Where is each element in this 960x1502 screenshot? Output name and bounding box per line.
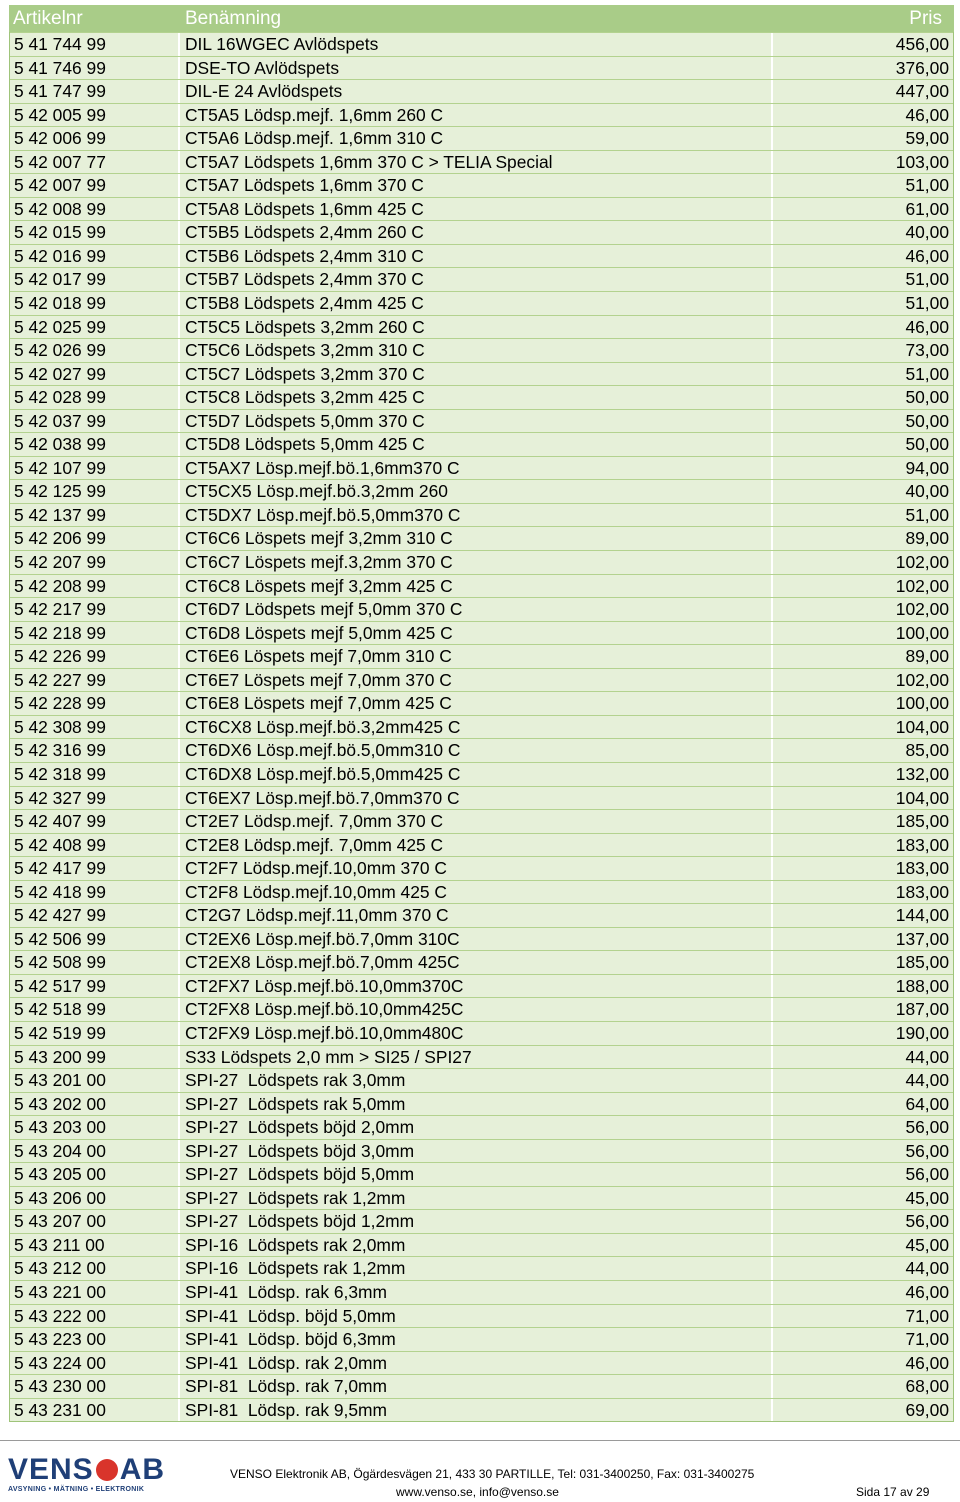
cell-benamning: CT6D7 Lödspets mejf 5,0mm 370 C xyxy=(180,598,773,621)
cell-artikelnr: 5 42 327 99 xyxy=(10,787,180,810)
cell-pris: 137,00 xyxy=(895,928,949,949)
cell-pris: 59,00 xyxy=(905,128,949,149)
page-number: Sida 17 av 29 xyxy=(856,1485,930,1499)
cell-pris: 45,00 xyxy=(905,1234,949,1255)
table-row xyxy=(10,856,953,880)
cell-benamning: CT6E8 Löspets mejf 7,0mm 425 C xyxy=(180,692,773,715)
cell-benamning: CT5A7 Lödspets 1,6mm 370 C xyxy=(180,174,773,197)
cell-pris: 132,00 xyxy=(895,763,949,784)
cell-artikelnr: 5 43 221 00 xyxy=(10,1281,180,1304)
company-address: VENSO Elektronik AB, Ögärdesvägen 21, 433 30 PARTILLE, Tel: 031-3400250, Fax: 031-3400275 xyxy=(230,1467,755,1481)
cell-pris: 51,00 xyxy=(905,504,949,525)
cell-benamning: SPI-16 Lödspets rak 1,2mm xyxy=(180,1257,773,1280)
cell-pris: 44,00 xyxy=(905,1070,949,1091)
cell-benamning: CT6D8 Löspets mejf 5,0mm 425 C xyxy=(180,622,773,645)
cell-artikelnr: 5 42 015 99 xyxy=(10,221,180,244)
cell-artikelnr: 5 43 205 00 xyxy=(10,1163,180,1186)
cell-benamning: SPI-27 Lödspets rak 5,0mm xyxy=(180,1093,773,1116)
table-body xyxy=(9,32,954,1422)
cell-pris: 85,00 xyxy=(905,740,949,761)
table-row xyxy=(10,456,953,480)
cell-pris: 50,00 xyxy=(905,387,949,408)
cell-artikelnr: 5 42 026 99 xyxy=(10,339,180,362)
cell-benamning: SPI-27 Lödspets böjd 1,2mm xyxy=(180,1210,773,1233)
cell-pris: 51,00 xyxy=(905,293,949,314)
cell-artikelnr: 5 42 037 99 xyxy=(10,410,180,433)
logo-text-ab: AB xyxy=(119,1453,166,1486)
cell-artikelnr: 5 42 206 99 xyxy=(10,527,180,550)
table-row xyxy=(10,1256,953,1280)
cell-benamning: SPI-27 Lödspets rak 1,2mm xyxy=(180,1187,773,1210)
cell-pris: 102,00 xyxy=(895,575,949,596)
cell-pris: 51,00 xyxy=(905,175,949,196)
header-pris: Pris xyxy=(909,8,942,29)
cell-benamning: CT2EX8 Lösp.mejf.bö.7,0mm 425C xyxy=(180,951,773,974)
cell-benamning: SPI-81 Lödsp. rak 7,0mm xyxy=(180,1375,773,1398)
cell-artikelnr: 5 42 016 99 xyxy=(10,245,180,268)
cell-benamning: SPI-41 Lödsp. böjd 6,3mm xyxy=(180,1328,773,1351)
cell-artikelnr: 5 41 747 99 xyxy=(10,80,180,103)
cell-benamning: CT5B6 Lödspets 2,4mm 310 C xyxy=(180,245,773,268)
cell-artikelnr: 5 42 008 99 xyxy=(10,198,180,221)
cell-artikelnr: 5 43 222 00 xyxy=(10,1305,180,1328)
cell-pris: 51,00 xyxy=(905,363,949,384)
cell-benamning: CT5B7 Lödspets 2,4mm 370 C xyxy=(180,268,773,291)
cell-artikelnr: 5 42 228 99 xyxy=(10,692,180,715)
cell-artikelnr: 5 43 202 00 xyxy=(10,1093,180,1116)
table-row xyxy=(10,903,953,927)
table-row xyxy=(10,1021,953,1045)
logo-o-dot xyxy=(96,1459,118,1481)
cell-benamning: CT6EX7 Lösp.mejf.bö.7,0mm370 C xyxy=(180,787,773,810)
cell-artikelnr: 5 42 018 99 xyxy=(10,292,180,315)
cell-pris: 64,00 xyxy=(905,1093,949,1114)
cell-pris: 50,00 xyxy=(905,410,949,431)
table-row xyxy=(10,1115,953,1139)
table-row xyxy=(10,244,953,268)
logo-text: VENS xyxy=(8,1453,94,1486)
cell-benamning: CT5C5 Lödspets 3,2mm 260 C xyxy=(180,316,773,339)
cell-pris: 56,00 xyxy=(905,1140,949,1161)
cell-benamning: CT6C6 Löspets mejf 3,2mm 310 C xyxy=(180,527,773,550)
cell-benamning: DSE-TO Avlödspets xyxy=(180,57,773,80)
cell-artikelnr: 5 43 201 00 xyxy=(10,1069,180,1092)
cell-pris: 46,00 xyxy=(905,316,949,337)
cell-artikelnr: 5 42 227 99 xyxy=(10,669,180,692)
cell-benamning: DIL 16WGEC Avlödspets xyxy=(180,33,773,56)
table-row xyxy=(10,432,953,456)
cell-benamning: CT6DX6 Lösp.mejf.bö.5,0mm310 C xyxy=(180,739,773,762)
cell-artikelnr: 5 43 223 00 xyxy=(10,1328,180,1351)
cell-pris: 61,00 xyxy=(905,198,949,219)
cell-benamning: CT6C8 Löspets mejf 3,2mm 425 C xyxy=(180,575,773,598)
table-row xyxy=(10,738,953,762)
cell-artikelnr: 5 43 212 00 xyxy=(10,1257,180,1280)
cell-artikelnr: 5 43 211 00 xyxy=(10,1234,180,1257)
table-row xyxy=(10,1092,953,1116)
cell-artikelnr: 5 42 007 99 xyxy=(10,174,180,197)
table-row xyxy=(10,997,953,1021)
cell-benamning: CT2G7 Lödsp.mejf.11,0mm 370 C xyxy=(180,904,773,927)
cell-pris: 104,00 xyxy=(895,716,949,737)
cell-benamning: CT2FX8 Lösp.mejf.bö.10,0mm425C xyxy=(180,998,773,1021)
cell-pris: 103,00 xyxy=(895,151,949,172)
table-row xyxy=(10,103,953,127)
cell-benamning: CT5D8 Lödspets 5,0mm 425 C xyxy=(180,433,773,456)
cell-pris: 94,00 xyxy=(905,457,949,478)
cell-artikelnr: 5 42 017 99 xyxy=(10,268,180,291)
table-row xyxy=(10,1280,953,1304)
table-row xyxy=(10,79,953,103)
cell-benamning: CT2FX7 Lösp.mejf.bö.10,0mm370C xyxy=(180,975,773,998)
table-row xyxy=(10,1209,953,1233)
table-row xyxy=(10,56,953,80)
cell-benamning: SPI-81 Lödsp. rak 9,5mm xyxy=(180,1399,773,1422)
cell-pris: 50,00 xyxy=(905,434,949,455)
table-row xyxy=(10,1327,953,1351)
table-row xyxy=(10,597,953,621)
table-row xyxy=(10,32,953,56)
cell-benamning: CT6E7 Löspets mejf 7,0mm 370 C xyxy=(180,669,773,692)
cell-pris: 56,00 xyxy=(905,1117,949,1138)
cell-pris: 456,00 xyxy=(895,34,949,54)
table-row xyxy=(10,150,953,174)
cell-benamning: SPI-41 Lödsp. böjd 5,0mm xyxy=(180,1305,773,1328)
cell-benamning: CT2FX9 Lösp.mejf.bö.10,0mm480C xyxy=(180,1022,773,1045)
table-row xyxy=(10,833,953,857)
cell-pris: 46,00 xyxy=(905,1352,949,1373)
cell-benamning: CT5C8 Lödspets 3,2mm 425 C xyxy=(180,386,773,409)
cell-artikelnr: 5 42 217 99 xyxy=(10,598,180,621)
table-row xyxy=(10,1162,953,1186)
cell-benamning: CT6DX8 Lösp.mejf.bö.5,0mm425 C xyxy=(180,763,773,786)
cell-pris: 102,00 xyxy=(895,669,949,690)
cell-artikelnr: 5 42 508 99 xyxy=(10,951,180,974)
cell-artikelnr: 5 42 028 99 xyxy=(10,386,180,409)
cell-benamning: CT6E6 Löspets mejf 7,0mm 310 C xyxy=(180,645,773,668)
cell-pris: 190,00 xyxy=(895,1022,949,1043)
cell-artikelnr: 5 42 125 99 xyxy=(10,480,180,503)
cell-artikelnr: 5 43 203 00 xyxy=(10,1116,180,1139)
cell-pris: 188,00 xyxy=(895,975,949,996)
venso-logo xyxy=(8,1455,178,1501)
cell-artikelnr: 5 42 218 99 xyxy=(10,622,180,645)
table-row xyxy=(10,1139,953,1163)
cell-artikelnr: 5 42 137 99 xyxy=(10,504,180,527)
cell-pris: 71,00 xyxy=(905,1329,949,1350)
cell-benamning: SPI-41 Lödsp. rak 6,3mm xyxy=(180,1281,773,1304)
table-row xyxy=(10,644,953,668)
cell-benamning: CT5A6 Lödsp.mejf. 1,6mm 310 C xyxy=(180,127,773,150)
table-row xyxy=(10,338,953,362)
cell-pris: 56,00 xyxy=(905,1164,949,1185)
cell-pris: 51,00 xyxy=(905,269,949,290)
table-row xyxy=(10,503,953,527)
table-row xyxy=(10,691,953,715)
table-row xyxy=(10,574,953,598)
cell-artikelnr: 5 42 506 99 xyxy=(10,928,180,951)
cell-benamning: CT5C7 Lödspets 3,2mm 370 C xyxy=(180,363,773,386)
cell-artikelnr: 5 42 316 99 xyxy=(10,739,180,762)
cell-pris: 185,00 xyxy=(895,952,949,973)
cell-artikelnr: 5 42 519 99 xyxy=(10,1022,180,1045)
cell-benamning: CT6CX8 Lösp.mejf.bö.3,2mm425 C xyxy=(180,716,773,739)
cell-benamning: SPI-27 Lödspets böjd 3,0mm xyxy=(180,1140,773,1163)
table-row xyxy=(10,479,953,503)
table-header xyxy=(9,5,954,32)
cell-benamning: DIL-E 24 Avlödspets xyxy=(180,80,773,103)
cell-benamning: CT2EX6 Lösp.mejf.bö.7,0mm 310C xyxy=(180,928,773,951)
cell-artikelnr: 5 42 007 77 xyxy=(10,151,180,174)
table-row xyxy=(10,786,953,810)
table-row xyxy=(10,550,953,574)
page-footer xyxy=(0,1440,960,1502)
cell-pris: 187,00 xyxy=(895,999,949,1020)
cell-pris: 183,00 xyxy=(895,858,949,879)
price-table xyxy=(9,5,954,1422)
table-row xyxy=(10,974,953,998)
cell-artikelnr: 5 42 427 99 xyxy=(10,904,180,927)
table-row xyxy=(10,809,953,833)
cell-benamning: SPI-41 Lödsp. rak 2,0mm xyxy=(180,1352,773,1375)
cell-benamning: CT5DX7 Lösp.mejf.bö.5,0mm370 C xyxy=(180,504,773,527)
cell-artikelnr: 5 42 517 99 xyxy=(10,975,180,998)
cell-pris: 40,00 xyxy=(905,222,949,243)
cell-benamning: CT5CX5 Lösp.mejf.bö.3,2mm 260 xyxy=(180,480,773,503)
cell-pris: 46,00 xyxy=(905,104,949,125)
cell-artikelnr: 5 42 006 99 xyxy=(10,127,180,150)
table-row xyxy=(10,621,953,645)
table-row xyxy=(10,526,953,550)
cell-pris: 100,00 xyxy=(895,622,949,643)
table-row xyxy=(10,197,953,221)
cell-artikelnr: 5 42 208 99 xyxy=(10,575,180,598)
logo-tagline: AVSYNING • MÄTNING • ELEKTRONIK xyxy=(8,1486,145,1493)
cell-artikelnr: 5 42 226 99 xyxy=(10,645,180,668)
cell-pris: 45,00 xyxy=(905,1187,949,1208)
cell-pris: 104,00 xyxy=(895,787,949,808)
cell-benamning: SPI-27 Lödspets böjd 5,0mm xyxy=(180,1163,773,1186)
cell-benamning: S33 Lödspets 2,0 mm > SI25 / SPI27 xyxy=(180,1046,773,1069)
table-row xyxy=(10,1045,953,1069)
cell-artikelnr: 5 42 407 99 xyxy=(10,810,180,833)
cell-pris: 89,00 xyxy=(905,646,949,667)
table-row xyxy=(10,385,953,409)
cell-artikelnr: 5 43 200 99 xyxy=(10,1046,180,1069)
cell-artikelnr: 5 43 204 00 xyxy=(10,1140,180,1163)
table-row xyxy=(10,126,953,150)
cell-artikelnr: 5 42 107 99 xyxy=(10,457,180,480)
cell-benamning: SPI-27 Lödspets böjd 2,0mm xyxy=(180,1116,773,1139)
table-row xyxy=(10,173,953,197)
table-row xyxy=(10,668,953,692)
cell-pris: 102,00 xyxy=(895,599,949,620)
cell-benamning: CT5AX7 Lösp.mejf.bö.1,6mm370 C xyxy=(180,457,773,480)
table-row xyxy=(10,220,953,244)
table-row xyxy=(10,1186,953,1210)
cell-benamning: SPI-16 Lödspets rak 2,0mm xyxy=(180,1234,773,1257)
cell-benamning: CT5A8 Lödspets 1,6mm 425 C xyxy=(180,198,773,221)
cell-benamning: CT2E7 Lödsp.mejf. 7,0mm 370 C xyxy=(180,810,773,833)
cell-artikelnr: 5 42 518 99 xyxy=(10,998,180,1021)
cell-pris: 376,00 xyxy=(895,57,949,78)
cell-pris: 447,00 xyxy=(895,81,949,102)
cell-benamning: CT2F7 Lödsp.mejf.10,0mm 370 C xyxy=(180,857,773,880)
cell-pris: 44,00 xyxy=(905,1046,949,1067)
cell-benamning: CT5D7 Lödspets 5,0mm 370 C xyxy=(180,410,773,433)
cell-pris: 183,00 xyxy=(895,834,949,855)
cell-benamning: CT5B8 Lödspets 2,4mm 425 C xyxy=(180,292,773,315)
cell-pris: 100,00 xyxy=(895,693,949,714)
cell-benamning: CT5A5 Lödsp.mejf. 1,6mm 260 C xyxy=(180,104,773,127)
cell-artikelnr: 5 42 005 99 xyxy=(10,104,180,127)
cell-pris: 73,00 xyxy=(905,340,949,361)
cell-benamning: SPI-27 Lödspets rak 3,0mm xyxy=(180,1069,773,1092)
table-row xyxy=(10,880,953,904)
cell-pris: 68,00 xyxy=(905,1376,949,1397)
cell-benamning: CT5B5 Lödspets 2,4mm 260 C xyxy=(180,221,773,244)
header-benamning: Benämning xyxy=(185,8,282,29)
table-row xyxy=(10,715,953,739)
cell-pris: 185,00 xyxy=(895,811,949,832)
cell-artikelnr: 5 43 230 00 xyxy=(10,1375,180,1398)
cell-artikelnr: 5 42 408 99 xyxy=(10,834,180,857)
table-row xyxy=(10,1351,953,1375)
cell-pris: 71,00 xyxy=(905,1305,949,1326)
cell-artikelnr: 5 42 418 99 xyxy=(10,881,180,904)
cell-artikelnr: 5 43 231 00 xyxy=(10,1399,180,1422)
cell-artikelnr: 5 41 746 99 xyxy=(10,57,180,80)
cell-pris: 56,00 xyxy=(905,1211,949,1232)
cell-artikelnr: 5 41 744 99 xyxy=(10,33,180,56)
table-row xyxy=(10,1304,953,1328)
table-row xyxy=(10,1398,953,1422)
cell-pris: 40,00 xyxy=(905,481,949,502)
company-web-email: www.venso.se, info@venso.se xyxy=(396,1485,559,1499)
cell-artikelnr: 5 43 206 00 xyxy=(10,1187,180,1210)
cell-pris: 44,00 xyxy=(905,1258,949,1279)
cell-pris: 183,00 xyxy=(895,881,949,902)
cell-artikelnr: 5 43 207 00 xyxy=(10,1210,180,1233)
table-row xyxy=(10,927,953,951)
cell-pris: 89,00 xyxy=(905,528,949,549)
cell-artikelnr: 5 43 224 00 xyxy=(10,1352,180,1375)
header-artikelnr: Artikelnr xyxy=(13,8,83,29)
cell-pris: 46,00 xyxy=(905,245,949,266)
table-row xyxy=(10,409,953,433)
table-row xyxy=(10,1233,953,1257)
cell-benamning: CT5C6 Lödspets 3,2mm 310 C xyxy=(180,339,773,362)
cell-artikelnr: 5 42 318 99 xyxy=(10,763,180,786)
cell-benamning: CT6C7 Löspets mejf.3,2mm 370 C xyxy=(180,551,773,574)
cell-artikelnr: 5 42 308 99 xyxy=(10,716,180,739)
cell-pris: 69,00 xyxy=(905,1399,949,1420)
table-row xyxy=(10,267,953,291)
table-row xyxy=(10,291,953,315)
table-row xyxy=(10,315,953,339)
cell-benamning: CT2F8 Lödsp.mejf.10,0mm 425 C xyxy=(180,881,773,904)
cell-artikelnr: 5 42 038 99 xyxy=(10,433,180,456)
cell-artikelnr: 5 42 417 99 xyxy=(10,857,180,880)
table-row xyxy=(10,762,953,786)
cell-pris: 102,00 xyxy=(895,552,949,573)
cell-pris: 144,00 xyxy=(895,905,949,926)
table-row xyxy=(10,1068,953,1092)
cell-artikelnr: 5 42 025 99 xyxy=(10,316,180,339)
cell-artikelnr: 5 42 207 99 xyxy=(10,551,180,574)
cell-pris: 46,00 xyxy=(905,1281,949,1302)
cell-artikelnr: 5 42 027 99 xyxy=(10,363,180,386)
table-row xyxy=(10,1374,953,1398)
cell-benamning: CT5A7 Lödspets 1,6mm 370 C > TELIA Special xyxy=(180,151,773,174)
table-row xyxy=(10,950,953,974)
cell-benamning: CT2E8 Lödsp.mejf. 7,0mm 425 C xyxy=(180,834,773,857)
table-row xyxy=(10,362,953,386)
